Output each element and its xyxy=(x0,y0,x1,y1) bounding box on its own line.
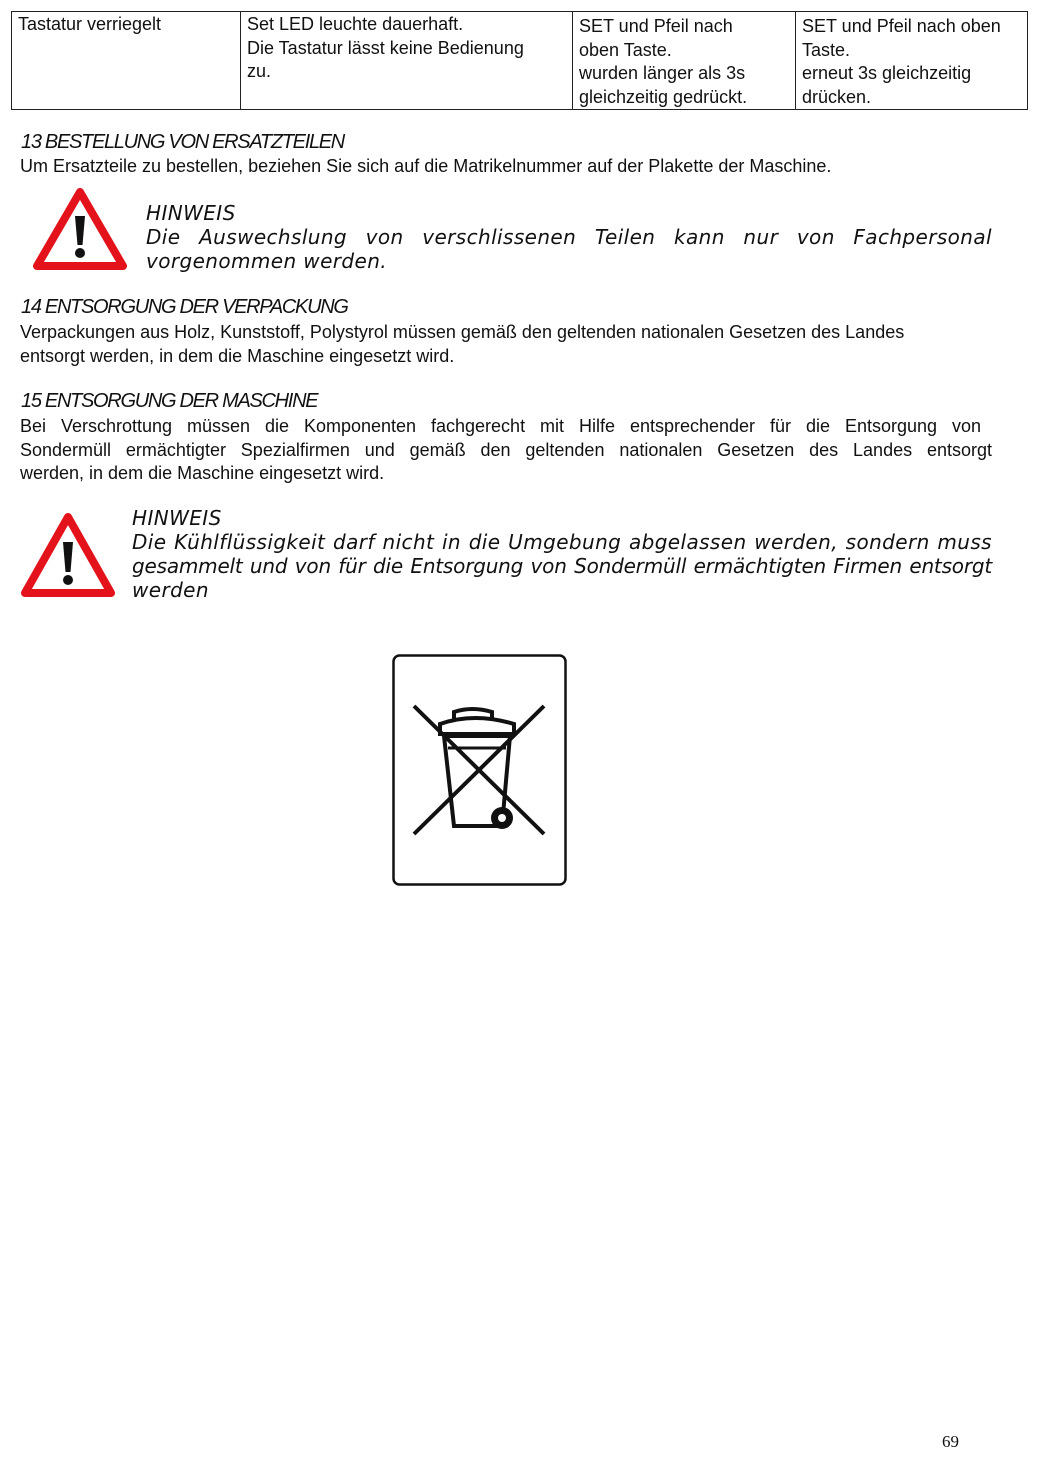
note-text-line: Die Auswechslung von verschlissenen Teilen kann nur von Fachpersonal xyxy=(146,225,992,249)
warning-triangle-icon xyxy=(21,512,115,598)
note-label: HINWEIS xyxy=(132,506,222,530)
table-cell-remedy: SET und Pfeil nach oben Taste. erneut 3s gleichzeitig drücken. xyxy=(796,12,1028,110)
note-text-line: werden xyxy=(132,578,209,602)
note-label: HINWEIS xyxy=(146,201,236,225)
section-14-body: Verpackungen aus Holz, Kunststoff, Polystyrol müssen gemäß den geltenden nationalen Gesetzen des Landes entsorgt werden, in dem die Maschine eingesetzt wird. xyxy=(20,322,905,366)
table-cell-cause: SET und Pfeil nach oben Taste. wurden länger als 3s gleichzeitig gedrückt. xyxy=(573,12,796,110)
section-14-title: 14 ENTSORGUNG DER VERPACKUNG xyxy=(21,296,348,318)
section-13-body: Um Ersatzteile zu bestellen, beziehen Sie sich auf die Matrikelnummer auf der Plakette der Maschine. xyxy=(20,156,832,176)
section-15-title: 15 ENTSORGUNG DER MASCHINE xyxy=(21,390,318,412)
table-cell-description: Set LED leuchte dauerhaft. Die Tastatur lässt keine Bedienung zu. xyxy=(241,12,573,110)
crossed-out-wheelie-bin-icon xyxy=(392,654,568,887)
section-15-body: Bei Verschrottung müssen die Komponenten fachgerecht mit Hilfe entsprechender für die Entsorgung von Sondermüll ermächtigter Spezialfirmen und gemäß den geltenden nationalen Gesetzen des Landes entsorgt werden, in dem die Maschine eingesetzt wird. xyxy=(20,416,992,483)
note-text-line: vorgenommen werden. xyxy=(146,249,388,273)
page-number: 69 xyxy=(942,1432,959,1451)
section-13-title: 13 BESTELLUNG VON ERSATZTEILEN xyxy=(21,131,344,153)
table-row xyxy=(12,12,1028,110)
table-cell-state: Tastatur verriegelt xyxy=(12,12,241,110)
note-text-line: gesammelt und von für die Entsorgung von Sondermüll ermächtigten Firmen entsorgt xyxy=(132,554,992,578)
section-15-note xyxy=(132,506,992,602)
note-text-line: Die Kühlflüssigkeit darf nicht in die Umgebung abgelassen werden, sondern muss xyxy=(132,530,992,554)
status-table xyxy=(11,11,1028,110)
warning-triangle-icon xyxy=(33,187,127,271)
section-13-note xyxy=(146,201,992,273)
